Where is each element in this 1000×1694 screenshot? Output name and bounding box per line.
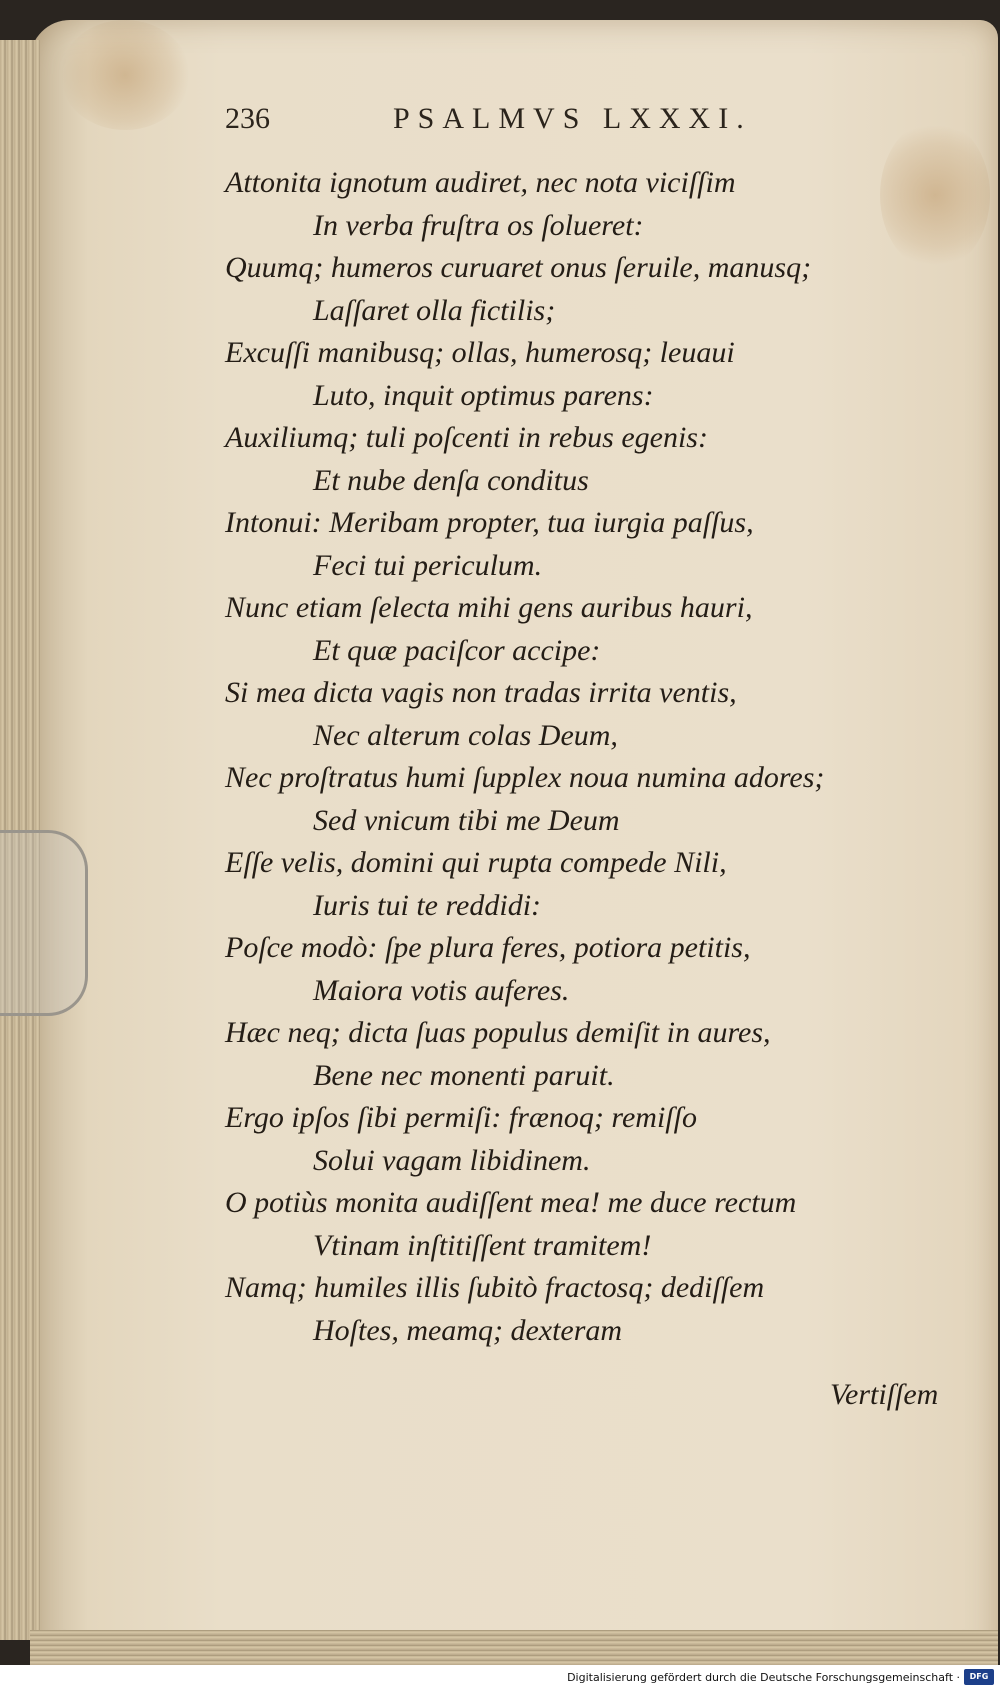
verse-line: Laſſaret olla fictilis; — [313, 293, 556, 327]
verse-line: Solui vagam libidinem. — [313, 1143, 591, 1177]
dfg-logo-text: DFG — [969, 1672, 989, 1681]
verse-line: Nunc etiam ſelecta mihi gens auribus hauri, — [225, 591, 753, 624]
verse-line: Nec alterum colas Deum, — [313, 718, 618, 752]
verse-line: Intonui: Meribam propter, tua iurgia paſſus, — [225, 506, 754, 539]
running-header — [225, 102, 805, 142]
verse-line: Luto, inquit optimus parens: — [313, 378, 654, 412]
page-bottom-edge — [30, 1630, 998, 1665]
verse-line: Excuſſi manibusq; ollas, humerosq; leuaui — [225, 336, 735, 369]
verse-line: Et quæ paciſcor accipe: — [313, 633, 601, 667]
verse-line: Auxiliumq; tuli poſcenti in rebus egenis: — [225, 421, 708, 454]
verse-line: Eſſe velis, domini qui rupta compede Nili, — [225, 846, 727, 879]
verse-line: Maiora votis auferes. — [313, 973, 570, 1007]
verse-line: Iuris tui te reddidi: — [313, 888, 542, 922]
verse-line: Hoſtes, meamq; dexteram — [313, 1313, 623, 1347]
page-number: 236 — [225, 102, 270, 135]
verse-line: Hæc neq; dicta ſuas populus demiſit in aures, — [225, 1016, 771, 1049]
verse-line: Poſce modò: ſpe plura feres, potiora petitis, — [225, 931, 751, 964]
verse-line: Feci tui periculum. — [313, 548, 543, 582]
verse-text — [225, 162, 965, 1352]
page-clip — [0, 830, 88, 1016]
verse-line: Nec proſtratus humi ſupplex noua numina adores; — [225, 761, 825, 794]
verse-line: Vtinam inſtitiſſent tramitem! — [313, 1228, 652, 1262]
footer-credit: Digitalisierung gefördert durch die Deutsche Forschungsgemeinschaft · — [567, 1671, 960, 1684]
digitization-footer — [0, 1665, 1000, 1694]
running-title: PSALMVS LXXXI. — [393, 102, 752, 135]
catchword: Vertiſſem — [830, 1378, 939, 1411]
verse-line: Et nube denſa conditus — [313, 463, 589, 497]
verse-line: Ergo ipſos ſibi permiſi: frænoq; remiſſo — [225, 1101, 697, 1134]
verse-line: Sed vnicum tibi me Deum — [313, 803, 620, 837]
dfg-logo — [964, 1669, 994, 1685]
verse-line: Si mea dicta vagis non tradas irrita ventis, — [225, 676, 737, 709]
verse-line: Namq; humiles illis ſubitò fractosq; dediſſem — [225, 1271, 765, 1304]
verse-line: Quumq; humeros curuaret onus ſeruile, manusq; — [225, 251, 812, 284]
verse-line: Bene nec monenti paruit. — [313, 1058, 615, 1092]
verse-line: O potiùs monita audiſſent mea! me duce rectum — [225, 1186, 797, 1219]
verse-line: Attonita ignotum audiret, nec nota viciſſim — [225, 166, 736, 199]
verse-line: In verba fruſtra os ſolueret: — [313, 208, 644, 242]
water-stain — [60, 20, 190, 130]
